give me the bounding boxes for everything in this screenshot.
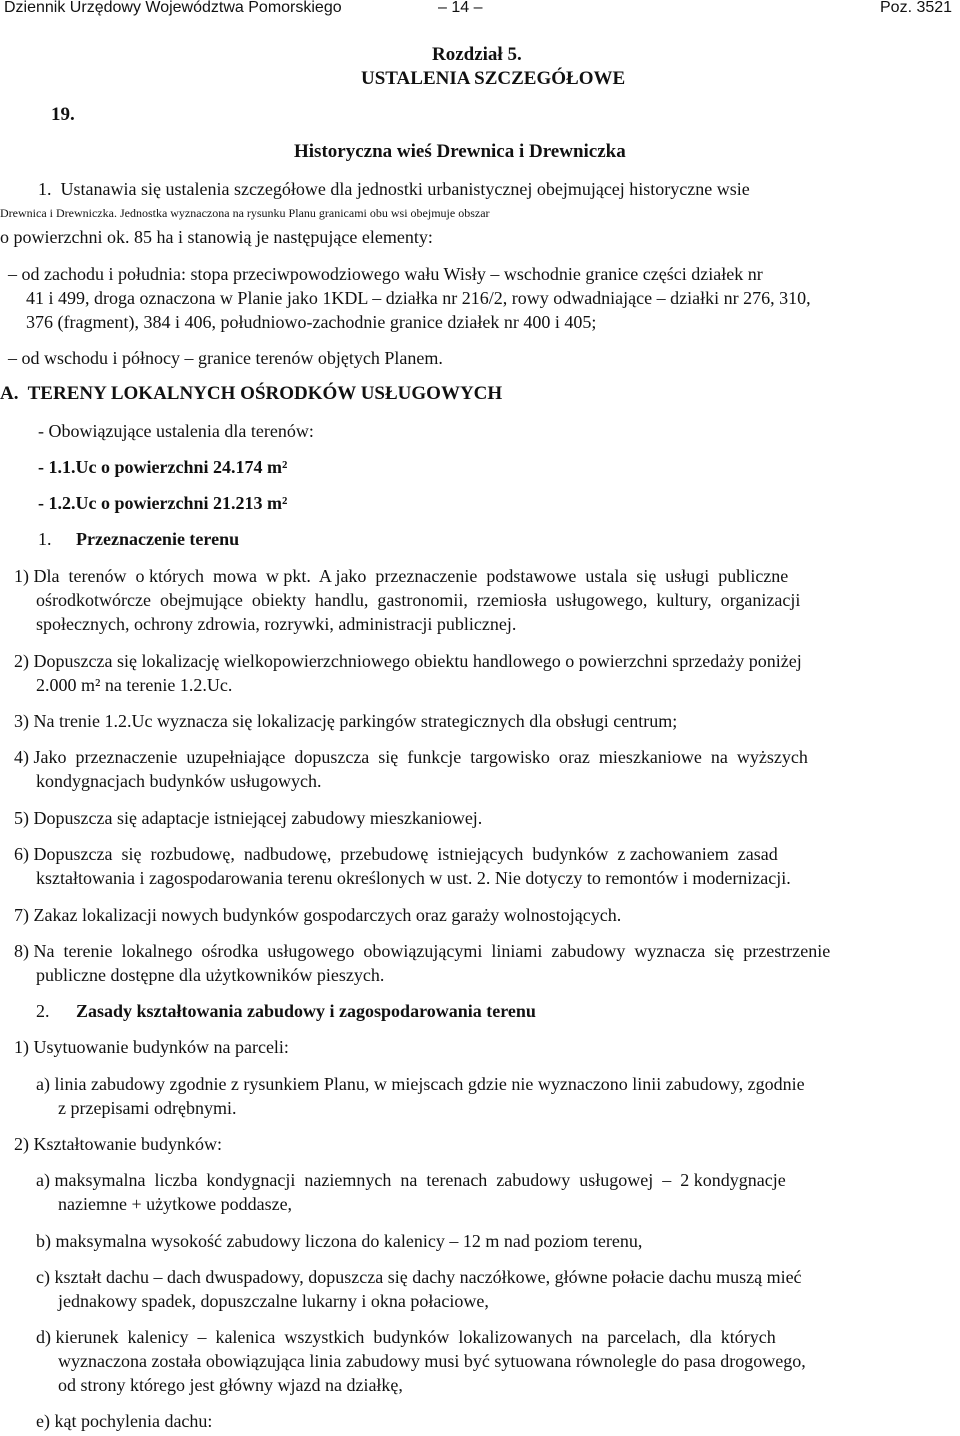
paragraph-number: 19. (51, 104, 75, 125)
purpose-item-3: 3) Na trenie 1.2.Uc wyznacza się lokalizację parkingów strategicznych dla obsługi centrum; (14, 711, 678, 731)
purpose-title: Przeznaczenie terenu (76, 529, 240, 549)
purpose-item-6: 6) Dopuszcza się rozbudowę, nadbudowę, przebudowę istniejących budynków z zachowaniem zasad (14, 844, 778, 864)
rules-item-1a: z przepisami odrębnymi. (58, 1098, 237, 1118)
area-1-2-uc: - 1.2.Uc o powierzchni 21.213 m² (38, 493, 288, 513)
rules-number: 2. (36, 1001, 50, 1021)
position-number: Poz. 3521 (880, 0, 953, 16)
purpose-item-1: społecznych, ochrony zdrowia, rozrywki, administracji publicznej. (36, 614, 517, 634)
rules-item-2a: a) maksymalna liczba kondygnacji naziemnych na terenach zabudowy usługowej – 2 kondygnacje (36, 1170, 786, 1190)
rules-item-2: 2) Kształtowanie budynków: (14, 1134, 222, 1154)
boundary-west-south: – od zachodu i południa: stopa przeciwpowodziowego wału Wisły – wschodnie granice części działek nr (8, 264, 763, 284)
purpose-number: 1. (38, 529, 52, 549)
unit-title: Historyczna wieś Drewnica i Drewniczka (294, 141, 626, 162)
rules-item-2c: jednakowy spadek, dopuszczalne lukarny i okna połaciowe, (58, 1291, 489, 1311)
boundary-west-south: 41 i 499, droga oznaczona w Planie jako 1KDL – działka nr 216/2, rowy odwadniające – działki nr 276, 310, (26, 288, 811, 308)
journal-title: Dziennik Urzędowy Województwa Pomorskiego (4, 0, 342, 16)
purpose-item-7: 7) Zakaz lokalizacji nowych budynków gospodarczych oraz garaży wolnostojących. (14, 905, 622, 925)
chapter-title: Rozdział 5. (432, 44, 522, 65)
rules-item-2c: c) kształt dachu – dach dwuspadowy, dopuszcza się dachy naczółkowe, główne połacie dachu muszą mieć (36, 1267, 802, 1287)
boundary-west-south: 376 (fragment), 384 i 406, południowo-zachodnie granice działek nr 400 i 405; (26, 312, 597, 332)
purpose-item-1: ośrodkotwórcze obejmujące obiekty handlu, gastronomii, rzemiosła usługowego, kultury, organizacji (36, 590, 801, 610)
purpose-item-5: 5) Dopuszcza się adaptacje istniejącej zabudowy mieszkaniowej. (14, 808, 483, 828)
purpose-item-8: publiczne dostępne dla użytkowników pieszych. (36, 965, 385, 985)
binding-provisions: - Obowiązujące ustalenia dla terenów: (38, 421, 314, 441)
rules-item-2a: naziemne + użytkowe poddasze, (58, 1194, 293, 1214)
page-number: – 14 – (438, 0, 483, 16)
purpose-item-4: 4) Jako przeznaczenie uzupełniające dopuszcza się funkcje targowisko oraz mieszkaniowe na wyższych (14, 747, 808, 767)
intro-line: 1. Ustanawia się ustalenia szczegółowe dla jednostki urbanistycznej obejmującej historyczne wsie (38, 179, 750, 199)
boundary-east-north: – od wschodu i północy – granice terenów objętych Planem. (8, 348, 443, 368)
purpose-item-2: 2.000 m² na terenie 1.2.Uc. (36, 675, 233, 695)
rules-item-2d: wyznaczona została obowiązująca linia zabudowy musi być sytuowana równolegle do pasa drogowego, (58, 1351, 806, 1371)
purpose-item-1: 1) Dla terenów o których mowa w pkt. A jako przeznaczenie podstawowe ustala się usługi publiczne (14, 566, 789, 586)
purpose-item-4: kondygnacjach budynków usługowych. (36, 771, 322, 791)
intro-line: o powierzchni ok. 85 ha i stanowią je następujące elementy: (0, 227, 433, 247)
purpose-item-2: 2) Dopuszcza się lokalizację wielkopowierzchniowego obiektu handlowego o powierzchni sprzedaży poniżej (14, 651, 802, 671)
intro-line: Drewnica i Drewniczka. Jednostka wyznaczona na rysunku Planu granicami obu wsi obejmuje obszar (0, 206, 490, 220)
purpose-item-6: kształtowania i zagospodarowania terenu określonych w ust. 2. Nie dotyczy to remontów i modernizacji. (36, 868, 791, 888)
rules-title: Zasady kształtowania zabudowy i zagospodarowania terenu (76, 1001, 536, 1021)
rules-item-2b: b) maksymalna wysokość zabudowy liczona do kalenicy – 12 m nad poziom terenu, (36, 1231, 643, 1251)
purpose-item-8: 8) Na terenie lokalnego ośrodka usługowego obowiązującymi liniami zabudowy wyznacza się przestrzenie (14, 941, 831, 961)
area-1-1-uc: - 1.1.Uc o powierzchni 24.174 m² (38, 457, 288, 477)
rules-item-2d: d) kierunek kalenicy – kalenica wszystkich budynków lokalizowanych na parcelach, dla których (36, 1327, 776, 1347)
rules-item-1a: a) linia zabudowy zgodnie z rysunkiem Planu, w miejscach gdzie nie wyznaczono linii zabudowy, zgodnie (36, 1074, 805, 1094)
section-a-title: A. TERENY LOKALNYCH OŚRODKÓW USŁUGOWYCH (0, 383, 503, 404)
rules-item-1: 1) Usytuowanie budynków na parceli: (14, 1037, 289, 1057)
rules-item-2e: e) kąt pochylenia dachu: (36, 1411, 213, 1431)
rules-item-2d: od strony którego jest główny wjazd na działkę, (58, 1375, 403, 1395)
chapter-subtitle: USTALENIA SZCZEGÓŁOWE (361, 68, 626, 89)
